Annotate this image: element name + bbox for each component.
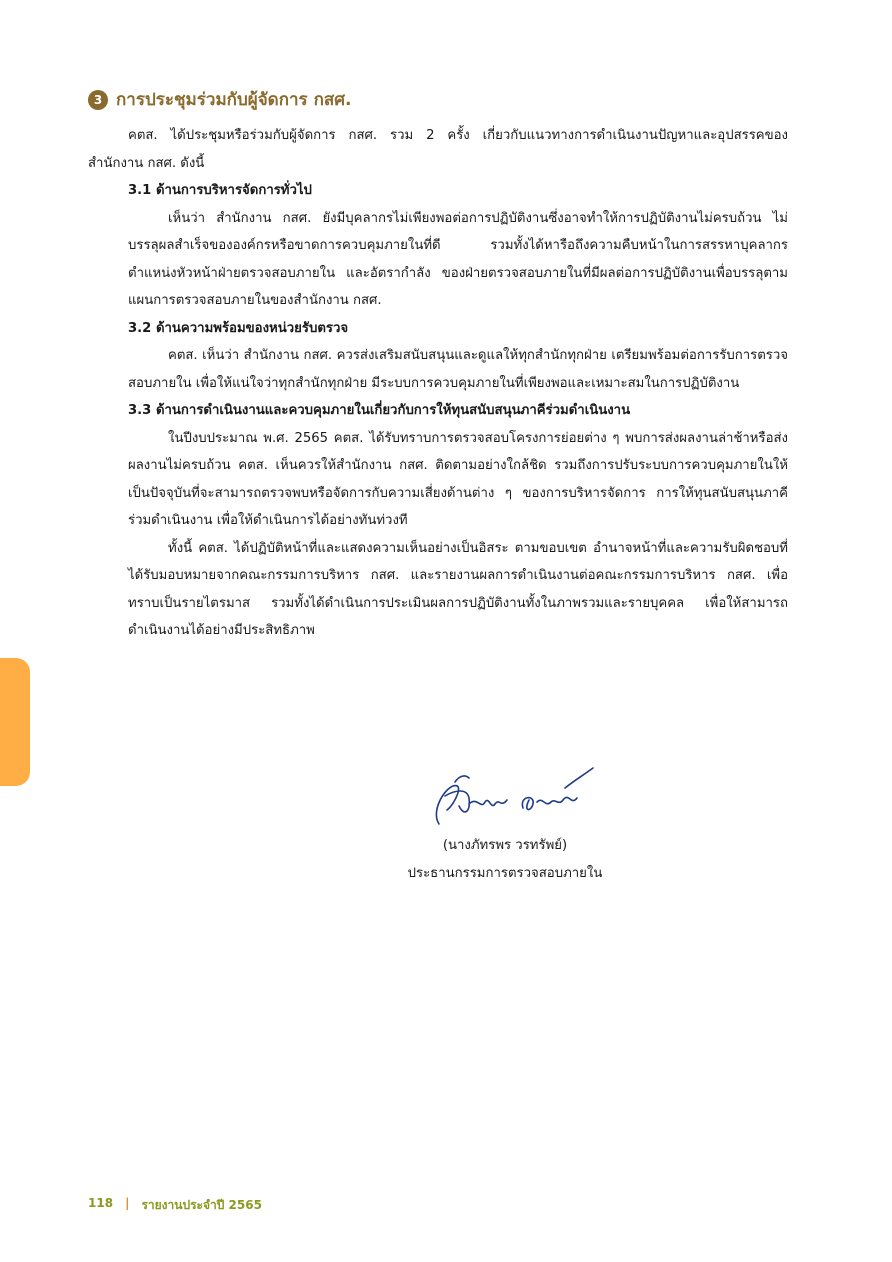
section-number-badge: 3	[88, 90, 108, 110]
subsection-heading-general-management: 3.1 ด้านการบริหารจัดการทั่วไป	[128, 183, 312, 198]
paragraph: ในปีงบประมาณ พ.ศ. 2565 คตส. ได้รับทราบการตรวจสอบโครงการย่อยต่าง ๆ พบการส่งผลงานล่าช้าหรือส่งผลงานไม่ครบถ้วน คตส. เห็นควรให้สำนักงาน กสศ. ติดตามอย่างใกล้ชิด รวมถึงการปรับระบบการควบคุมภายในให้เป็นปัจจุบันที่จะสามารถตรวจพบหรือจัดการกับความเสี่ยงด้านต่าง ๆ ของการบริหารจัดการ การให้ทุนสนับสนุนภาคีร่วมดำเนินงาน เพื่อให้ดำเนินการได้อย่างทันท่วงที	[128, 430, 788, 528]
section-title: การประชุมร่วมกับผู้จัดการ กสศ.	[116, 90, 352, 110]
subsection-body-auditee-readiness	[88, 342, 788, 397]
report-label: รายงานประจำปี 2565	[141, 1198, 262, 1212]
intro-paragraph: คตส. ได้ประชุมหรือร่วมกับผู้จัดการ กสศ. รวม 2 ครั้ง เกี่ยวกับแนวทางการดำเนินงานปัญหาและอุปสรรคของสำนักงาน กสศ. ดังนี้	[88, 128, 788, 171]
paragraph: คตส. เห็นว่า สำนักงาน กสศ. ควรส่งเสริมสนับสนุนและดูแลให้ทุกสำนักทุกฝ่าย เตรียมพร้อมต่อการรับการตรวจสอบภายใน เพื่อให้แน่ใจว่าทุกสำนักทุกฝ่าย มีระบบการควบคุมภายในที่เพียงพอและเหมาะสมในการปฏิบัติงาน	[128, 348, 788, 391]
body-text	[88, 122, 788, 645]
subsection-body-general-management	[88, 205, 788, 315]
paragraph: เห็นว่า สำนักงาน กสศ. ยังมีบุคลากรไม่เพียงพอต่อการปฏิบัติงานซึ่งอาจทำให้การปฏิบัติงานไม่ครบถ้วน ไม่บรรลุผลสำเร็จขององค์กรหรือขาดการควบคุมภายในที่ดี รวมทั้งได้หารือถึงความคืบหน้าในการสรรหาบุคลากรตำแหน่งหัวหน้าฝ่ายตรวจสอบภายใน และอัตรากำลัง ของฝ่ายตรวจสอบภายในที่มีผลต่อการปฏิบัติงานเพื่อบรรลุตามแผนการตรวจสอบภายในของสำนักงาน กสศ.	[128, 210, 788, 308]
subsection-heading-operations-control: 3.3 ด้านการดำเนินงานและควบคุมภายในเกี่ยวกับการให้ทุนสนับสนุนภาคีร่วมดำเนินงาน	[128, 403, 631, 418]
signer-name: (นางภัทรพร วรทรัพย์)	[442, 838, 568, 853]
handwritten-signature	[425, 760, 605, 832]
subsection-heading-auditee-readiness: 3.2 ด้านความพร้อมของหน่วยรับตรวจ	[128, 320, 349, 336]
page-number: 118	[88, 1196, 114, 1210]
paragraph: ทั้งนี้ คตส. ได้ปฏิบัติหน้าที่และแสดงความเห็นอย่างเป็นอิสระ ตามขอบเขต อำนาจหน้าที่และความรับผิดชอบที่ได้รับมอบหมายจากคณะกรรมการบริหาร กสศ. และรายงานผลการดำเนินงานต่อคณะกรรมการบริหาร กสศ. เพื่อทราบเป็นรายไตรมาส รวมทั้งได้ดำเนินการประเมินผลการปฏิบัติงานทั้งในภาพรวมและรายบุคคล เพื่อให้สามารถดำเนินงานได้อย่างมีประสิทธิภาพ	[128, 540, 788, 638]
footer-separator: |	[125, 1196, 130, 1210]
section-header	[88, 86, 352, 113]
signer-title: ประธานกรรมการตรวจสอบภายใน	[407, 866, 603, 881]
side-tab-marker	[0, 658, 30, 786]
page-footer	[88, 1196, 262, 1215]
subsection-body-operations-control	[88, 425, 788, 645]
